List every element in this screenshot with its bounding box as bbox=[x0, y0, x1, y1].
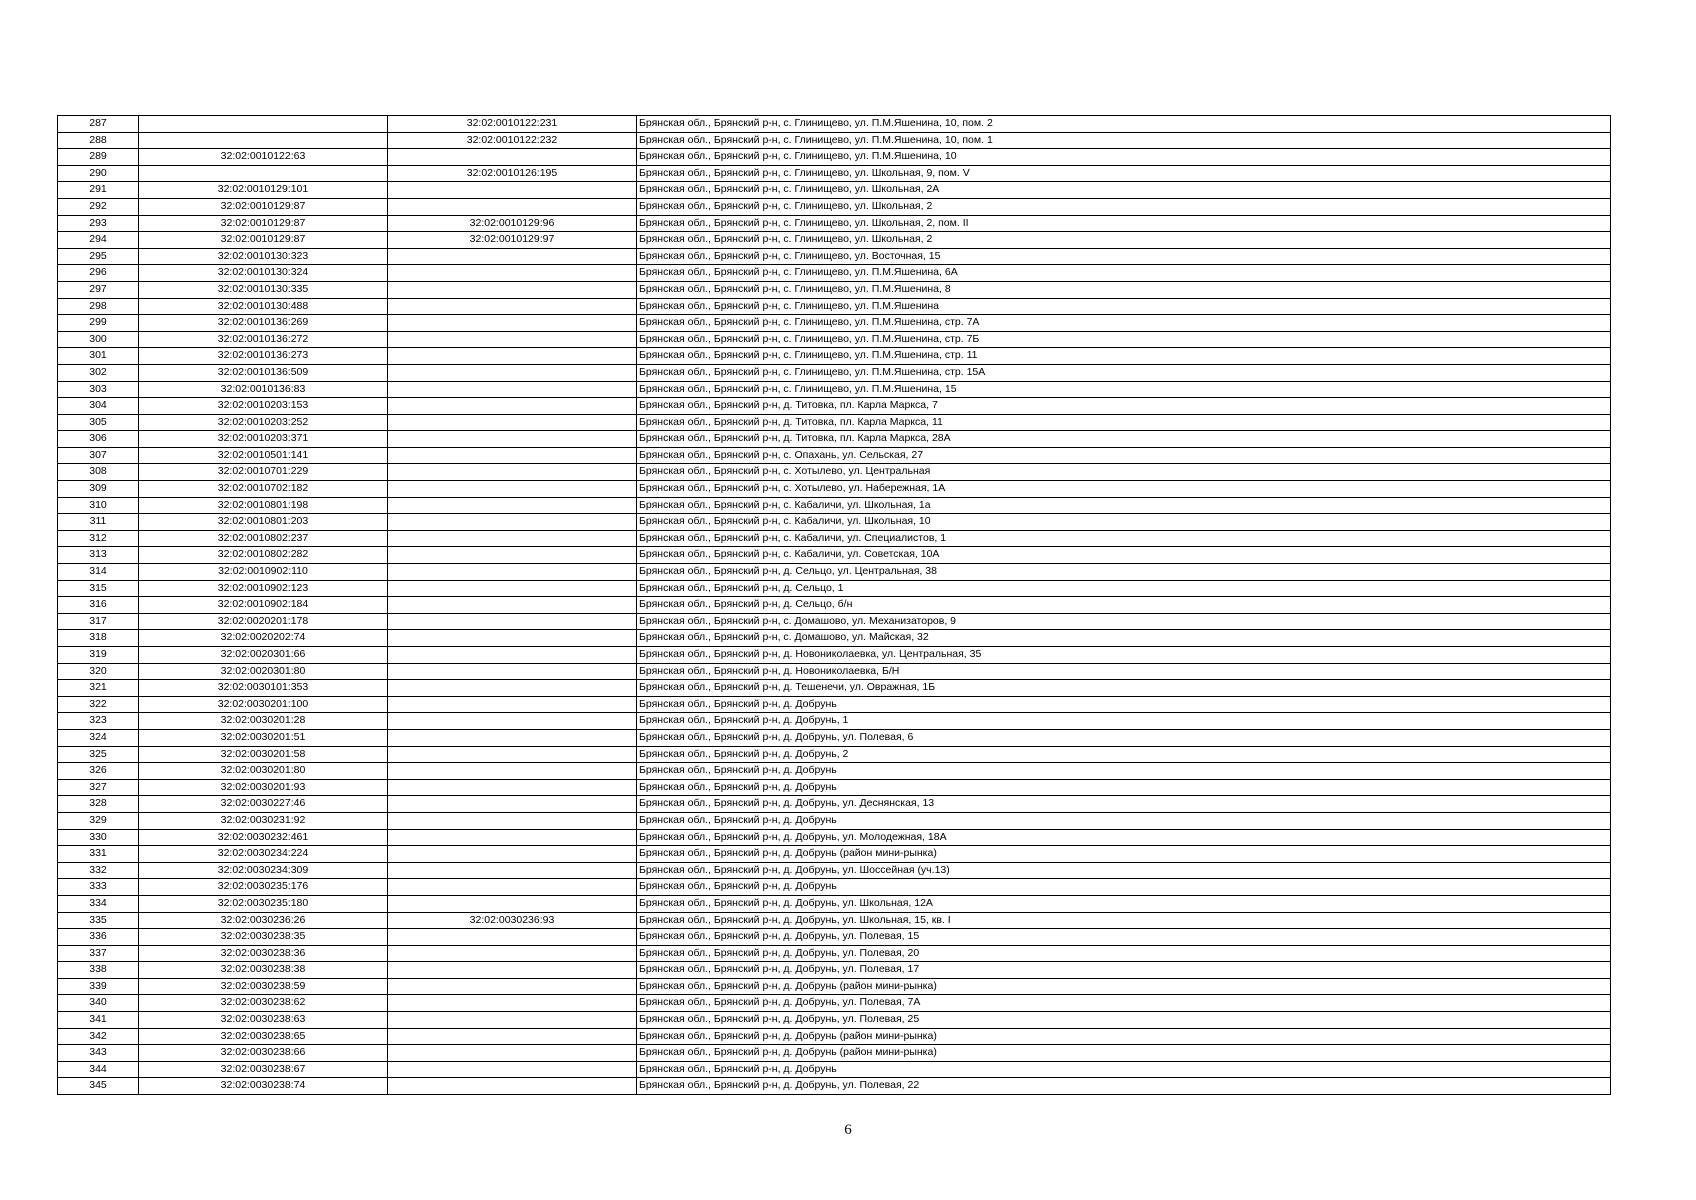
premises-cadastral-number-cell bbox=[388, 879, 637, 896]
address-cell: Брянская обл., Брянский р-н, д. Титовка, пл. Карла Маркса, 28А bbox=[637, 431, 1611, 448]
cadastral-number-cell: 32:02:0010130:488 bbox=[139, 298, 388, 315]
premises-cadastral-number-cell bbox=[388, 846, 637, 863]
cadastral-number-cell: 32:02:0010501:141 bbox=[139, 447, 388, 464]
cadastral-number-cell: 32:02:0010129:87 bbox=[139, 232, 388, 249]
address-cell: Брянская обл., Брянский р-н, с. Глинищево, ул. Школьная, 2 bbox=[637, 198, 1611, 215]
address-cell: Брянская обл., Брянский р-н, с. Кабаличи, ул. Школьная, 1а bbox=[637, 497, 1611, 514]
premises-cadastral-number-cell bbox=[388, 713, 637, 730]
row-number-cell: 334 bbox=[58, 895, 139, 912]
table-row bbox=[58, 846, 1611, 863]
row-number-cell: 306 bbox=[58, 431, 139, 448]
table-row bbox=[58, 879, 1611, 896]
table-row bbox=[58, 414, 1611, 431]
row-number-cell: 304 bbox=[58, 398, 139, 415]
table-row bbox=[58, 248, 1611, 265]
cadastral-number-cell: 32:02:0030201:51 bbox=[139, 729, 388, 746]
row-number-cell: 319 bbox=[58, 647, 139, 664]
premises-cadastral-number-cell bbox=[388, 431, 637, 448]
premises-cadastral-number-cell: 32:02:0010126:195 bbox=[388, 165, 637, 182]
table-row bbox=[58, 862, 1611, 879]
row-number-cell: 287 bbox=[58, 116, 139, 133]
address-cell: Брянская обл., Брянский р-н, с. Глинищево, ул. Школьная, 2А bbox=[637, 182, 1611, 199]
premises-cadastral-number-cell bbox=[388, 580, 637, 597]
premises-cadastral-number-cell bbox=[388, 995, 637, 1012]
row-number-cell: 310 bbox=[58, 497, 139, 514]
premises-cadastral-number-cell bbox=[388, 597, 637, 614]
cadastral-number-cell: 32:02:0010130:335 bbox=[139, 281, 388, 298]
premises-cadastral-number-cell bbox=[388, 381, 637, 398]
cadastral-number-cell: 32:02:0030101:353 bbox=[139, 680, 388, 697]
premises-cadastral-number-cell bbox=[388, 398, 637, 415]
row-number-cell: 305 bbox=[58, 414, 139, 431]
table-row bbox=[58, 613, 1611, 630]
row-number-cell: 335 bbox=[58, 912, 139, 929]
premises-cadastral-number-cell bbox=[388, 315, 637, 332]
cadastral-number-cell: 32:02:0020301:66 bbox=[139, 647, 388, 664]
row-number-cell: 294 bbox=[58, 232, 139, 249]
table-row bbox=[58, 746, 1611, 763]
address-cell: Брянская обл., Брянский р-н, с. Опахань, ул. Сельская, 27 bbox=[637, 447, 1611, 464]
address-cell: Брянская обл., Брянский р-н, с. Глинищево, ул. Школьная, 2 bbox=[637, 232, 1611, 249]
table-row bbox=[58, 1061, 1611, 1078]
premises-cadastral-number-cell bbox=[388, 447, 637, 464]
row-number-cell: 328 bbox=[58, 796, 139, 813]
cadastral-number-cell: 32:02:0010801:203 bbox=[139, 514, 388, 531]
premises-cadastral-number-cell bbox=[388, 945, 637, 962]
address-cell: Брянская обл., Брянский р-н, д. Добрунь (район мини-рынка) bbox=[637, 846, 1611, 863]
table-row bbox=[58, 1028, 1611, 1045]
address-cell: Брянская обл., Брянский р-н, д. Добрунь, 2 bbox=[637, 746, 1611, 763]
address-cell: Брянская обл., Брянский р-н, д. Новониколаевка, ул. Центральная, 35 bbox=[637, 647, 1611, 664]
address-cell: Брянская обл., Брянский р-н, д. Титовка, пл. Карла Маркса, 11 bbox=[637, 414, 1611, 431]
cadastral-number-cell: 32:02:0010801:198 bbox=[139, 497, 388, 514]
premises-cadastral-number-cell bbox=[388, 348, 637, 365]
cadastral-number-cell: 32:02:0010203:153 bbox=[139, 398, 388, 415]
table-row bbox=[58, 331, 1611, 348]
premises-cadastral-number-cell bbox=[388, 497, 637, 514]
address-cell: Брянская обл., Брянский р-н, д. Сельцо, б/н bbox=[637, 597, 1611, 614]
address-cell: Брянская обл., Брянский р-н, с. Домашово, ул. Механизаторов, 9 bbox=[637, 613, 1611, 630]
table-row bbox=[58, 962, 1611, 979]
table-row bbox=[58, 812, 1611, 829]
premises-cadastral-number-cell bbox=[388, 464, 637, 481]
cadastral-number-cell: 32:02:0020301:80 bbox=[139, 663, 388, 680]
row-number-cell: 302 bbox=[58, 364, 139, 381]
row-number-cell: 312 bbox=[58, 530, 139, 547]
cadastral-number-cell: 32:02:0010136:273 bbox=[139, 348, 388, 365]
row-number-cell: 345 bbox=[58, 1078, 139, 1095]
table-row bbox=[58, 364, 1611, 381]
cadastral-number-cell: 32:02:0030235:180 bbox=[139, 895, 388, 912]
address-cell: Брянская обл., Брянский р-н, с. Глинищево, ул. П.М.Яшенина, 10 bbox=[637, 149, 1611, 166]
table-row bbox=[58, 447, 1611, 464]
cadastral-number-cell: 32:02:0030201:80 bbox=[139, 763, 388, 780]
table-row bbox=[58, 547, 1611, 564]
premises-cadastral-number-cell: 32:02:0010129:96 bbox=[388, 215, 637, 232]
premises-cadastral-number-cell bbox=[388, 630, 637, 647]
table-row bbox=[58, 929, 1611, 946]
row-number-cell: 309 bbox=[58, 481, 139, 498]
address-cell: Брянская обл., Брянский р-н, д. Добрунь bbox=[637, 812, 1611, 829]
table-row bbox=[58, 597, 1611, 614]
address-cell: Брянская обл., Брянский р-н, д. Добрунь (район мини-рынка) bbox=[637, 978, 1611, 995]
table-row bbox=[58, 630, 1611, 647]
premises-cadastral-number-cell bbox=[388, 895, 637, 912]
table-row bbox=[58, 647, 1611, 664]
table-row bbox=[58, 1045, 1611, 1062]
premises-cadastral-number-cell bbox=[388, 1045, 637, 1062]
row-number-cell: 320 bbox=[58, 663, 139, 680]
cadastral-number-cell: 32:02:0030238:65 bbox=[139, 1028, 388, 1045]
premises-cadastral-number-cell bbox=[388, 729, 637, 746]
address-cell: Брянская обл., Брянский р-н, д. Добрунь, ул. Полевая, 20 bbox=[637, 945, 1611, 962]
address-cell: Брянская обл., Брянский р-н, с. Глинищево, ул. П.М.Яшенина, стр. 7Б bbox=[637, 331, 1611, 348]
table-row bbox=[58, 564, 1611, 581]
address-cell: Брянская обл., Брянский р-н, д. Добрунь (район мини-рынка) bbox=[637, 1028, 1611, 1045]
premises-cadastral-number-cell bbox=[388, 663, 637, 680]
address-cell: Брянская обл., Брянский р-н, д. Добрунь, ул. Полевая, 22 bbox=[637, 1078, 1611, 1095]
cadastral-number-cell: 32:02:0030238:66 bbox=[139, 1045, 388, 1062]
row-number-cell: 333 bbox=[58, 879, 139, 896]
premises-cadastral-number-cell bbox=[388, 564, 637, 581]
table-row bbox=[58, 281, 1611, 298]
premises-cadastral-number-cell: 32:02:0010122:231 bbox=[388, 116, 637, 133]
row-number-cell: 325 bbox=[58, 746, 139, 763]
table-row bbox=[58, 530, 1611, 547]
premises-cadastral-number-cell: 32:02:0010129:97 bbox=[388, 232, 637, 249]
table-row bbox=[58, 265, 1611, 282]
row-number-cell: 290 bbox=[58, 165, 139, 182]
row-number-cell: 344 bbox=[58, 1061, 139, 1078]
premises-cadastral-number-cell: 32:02:0030236:93 bbox=[388, 912, 637, 929]
row-number-cell: 291 bbox=[58, 182, 139, 199]
row-number-cell: 298 bbox=[58, 298, 139, 315]
row-number-cell: 313 bbox=[58, 547, 139, 564]
premises-cadastral-number-cell bbox=[388, 680, 637, 697]
address-cell: Брянская обл., Брянский р-н, д. Добрунь, ул. Полевая, 7А bbox=[637, 995, 1611, 1012]
address-cell: Брянская обл., Брянский р-н, с. Глинищево, ул. Школьная, 9, пом. V bbox=[637, 165, 1611, 182]
premises-cadastral-number-cell bbox=[388, 647, 637, 664]
cadastral-number-cell: 32:02:0030234:309 bbox=[139, 862, 388, 879]
premises-cadastral-number-cell bbox=[388, 929, 637, 946]
property-table-body bbox=[58, 116, 1611, 1095]
row-number-cell: 295 bbox=[58, 248, 139, 265]
cadastral-number-cell: 32:02:0010129:87 bbox=[139, 198, 388, 215]
cadastral-number-cell bbox=[139, 116, 388, 133]
address-cell: Брянская обл., Брянский р-н, с. Глинищево, ул. П.М.Яшенина bbox=[637, 298, 1611, 315]
table-row bbox=[58, 464, 1611, 481]
table-row bbox=[58, 796, 1611, 813]
table-row bbox=[58, 116, 1611, 133]
cadastral-number-cell: 32:02:0010702:182 bbox=[139, 481, 388, 498]
cadastral-number-cell: 32:02:0010129:101 bbox=[139, 182, 388, 199]
table-row bbox=[58, 779, 1611, 796]
row-number-cell: 342 bbox=[58, 1028, 139, 1045]
cadastral-number-cell: 32:02:0030238:38 bbox=[139, 962, 388, 979]
cadastral-number-cell: 32:02:0030232:461 bbox=[139, 829, 388, 846]
cadastral-number-cell: 32:02:0020201:178 bbox=[139, 613, 388, 630]
row-number-cell: 316 bbox=[58, 597, 139, 614]
premises-cadastral-number-cell bbox=[388, 364, 637, 381]
table-row bbox=[58, 298, 1611, 315]
cadastral-number-cell: 32:02:0030227:46 bbox=[139, 796, 388, 813]
premises-cadastral-number-cell bbox=[388, 696, 637, 713]
row-number-cell: 300 bbox=[58, 331, 139, 348]
table-row bbox=[58, 198, 1611, 215]
address-cell: Брянская обл., Брянский р-н, д. Добрунь, ул. Полевая, 6 bbox=[637, 729, 1611, 746]
table-row bbox=[58, 481, 1611, 498]
cadastral-number-cell: 32:02:0010203:371 bbox=[139, 431, 388, 448]
table-row bbox=[58, 912, 1611, 929]
premises-cadastral-number-cell bbox=[388, 1012, 637, 1029]
cadastral-number-cell: 32:02:0010136:509 bbox=[139, 364, 388, 381]
address-cell: Брянская обл., Брянский р-н, д. Добрунь, ул. Шоссейная (уч.13) bbox=[637, 862, 1611, 879]
cadastral-number-cell: 32:02:0010130:324 bbox=[139, 265, 388, 282]
table-row bbox=[58, 315, 1611, 332]
table-row bbox=[58, 580, 1611, 597]
address-cell: Брянская обл., Брянский р-н, д. Добрунь, 1 bbox=[637, 713, 1611, 730]
cadastral-number-cell bbox=[139, 132, 388, 149]
row-number-cell: 330 bbox=[58, 829, 139, 846]
cadastral-number-cell: 32:02:0010802:282 bbox=[139, 547, 388, 564]
row-number-cell: 324 bbox=[58, 729, 139, 746]
premises-cadastral-number-cell bbox=[388, 547, 637, 564]
address-cell: Брянская обл., Брянский р-н, с. Домашово, ул. Майская, 32 bbox=[637, 630, 1611, 647]
row-number-cell: 338 bbox=[58, 962, 139, 979]
premises-cadastral-number-cell bbox=[388, 978, 637, 995]
premises-cadastral-number-cell bbox=[388, 331, 637, 348]
premises-cadastral-number-cell bbox=[388, 829, 637, 846]
cadastral-number-cell: 32:02:0010902:184 bbox=[139, 597, 388, 614]
table-row bbox=[58, 763, 1611, 780]
address-cell: Брянская обл., Брянский р-н, д. Добрунь, ул. Полевая, 17 bbox=[637, 962, 1611, 979]
address-cell: Брянская обл., Брянский р-н, д. Добрунь bbox=[637, 879, 1611, 896]
table-row bbox=[58, 182, 1611, 199]
address-cell: Брянская обл., Брянский р-н, с. Кабаличи, ул. Школьная, 10 bbox=[637, 514, 1611, 531]
table-row bbox=[58, 149, 1611, 166]
table-row bbox=[58, 381, 1611, 398]
cadastral-number-cell: 32:02:0010902:110 bbox=[139, 564, 388, 581]
address-cell: Брянская обл., Брянский р-н, д. Добрунь, ул. Полевая, 25 bbox=[637, 1012, 1611, 1029]
premises-cadastral-number-cell bbox=[388, 779, 637, 796]
address-cell: Брянская обл., Брянский р-н, д. Тешенечи, ул. Овражная, 1Б bbox=[637, 680, 1611, 697]
row-number-cell: 315 bbox=[58, 580, 139, 597]
cadastral-number-cell: 32:02:0010203:252 bbox=[139, 414, 388, 431]
table-row bbox=[58, 1012, 1611, 1029]
address-cell: Брянская обл., Брянский р-н, д. Сельцо, 1 bbox=[637, 580, 1611, 597]
table-row bbox=[58, 132, 1611, 149]
premises-cadastral-number-cell bbox=[388, 613, 637, 630]
table-row bbox=[58, 348, 1611, 365]
table-row bbox=[58, 232, 1611, 249]
premises-cadastral-number-cell bbox=[388, 481, 637, 498]
row-number-cell: 292 bbox=[58, 198, 139, 215]
property-table bbox=[57, 115, 1611, 1095]
address-cell: Брянская обл., Брянский р-н, с. Глинищево, ул. П.М.Яшенина, 8 bbox=[637, 281, 1611, 298]
cadastral-number-cell: 32:02:0030235:176 bbox=[139, 879, 388, 896]
row-number-cell: 343 bbox=[58, 1045, 139, 1062]
table-row bbox=[58, 713, 1611, 730]
premises-cadastral-number-cell bbox=[388, 862, 637, 879]
cadastral-number-cell: 32:02:0030236:26 bbox=[139, 912, 388, 929]
cadastral-number-cell: 32:02:0030201:58 bbox=[139, 746, 388, 763]
table-row bbox=[58, 895, 1611, 912]
premises-cadastral-number-cell bbox=[388, 530, 637, 547]
premises-cadastral-number-cell bbox=[388, 514, 637, 531]
cadastral-number-cell: 32:02:0030231:92 bbox=[139, 812, 388, 829]
premises-cadastral-number-cell bbox=[388, 796, 637, 813]
cadastral-number-cell: 32:02:0010701:229 bbox=[139, 464, 388, 481]
table-row bbox=[58, 165, 1611, 182]
premises-cadastral-number-cell bbox=[388, 149, 637, 166]
table-row bbox=[58, 680, 1611, 697]
cadastral-number-cell: 32:02:0010122:63 bbox=[139, 149, 388, 166]
cadastral-number-cell: 32:02:0030238:36 bbox=[139, 945, 388, 962]
row-number-cell: 299 bbox=[58, 315, 139, 332]
address-cell: Брянская обл., Брянский р-н, с. Хотылево, ул. Центральная bbox=[637, 464, 1611, 481]
address-cell: Брянская обл., Брянский р-н, с. Глинищево, ул. П.М.Яшенина, стр. 11 bbox=[637, 348, 1611, 365]
cadastral-number-cell: 32:02:0030238:63 bbox=[139, 1012, 388, 1029]
address-cell: Брянская обл., Брянский р-н, д. Новониколаевка, Б/Н bbox=[637, 663, 1611, 680]
row-number-cell: 318 bbox=[58, 630, 139, 647]
row-number-cell: 301 bbox=[58, 348, 139, 365]
row-number-cell: 331 bbox=[58, 846, 139, 863]
premises-cadastral-number-cell bbox=[388, 265, 637, 282]
row-number-cell: 297 bbox=[58, 281, 139, 298]
row-number-cell: 288 bbox=[58, 132, 139, 149]
cadastral-number-cell: 32:02:0010129:87 bbox=[139, 215, 388, 232]
address-cell: Брянская обл., Брянский р-н, с. Глинищево, ул. П.М.Яшенина, 10, пом. 1 bbox=[637, 132, 1611, 149]
row-number-cell: 308 bbox=[58, 464, 139, 481]
premises-cadastral-number-cell bbox=[388, 248, 637, 265]
address-cell: Брянская обл., Брянский р-н, д. Добрунь (район мини-рынка) bbox=[637, 1045, 1611, 1062]
cadastral-number-cell: 32:02:0010136:272 bbox=[139, 331, 388, 348]
address-cell: Брянская обл., Брянский р-н, с. Глинищево, ул. П.М.Яшенина, 6А bbox=[637, 265, 1611, 282]
page-number: 6 bbox=[844, 1122, 852, 1138]
table-row bbox=[58, 398, 1611, 415]
row-number-cell: 341 bbox=[58, 1012, 139, 1029]
row-number-cell: 322 bbox=[58, 696, 139, 713]
address-cell: Брянская обл., Брянский р-н, д. Добрунь, ул. Полевая, 15 bbox=[637, 929, 1611, 946]
row-number-cell: 317 bbox=[58, 613, 139, 630]
row-number-cell: 326 bbox=[58, 763, 139, 780]
table-row bbox=[58, 215, 1611, 232]
row-number-cell: 303 bbox=[58, 381, 139, 398]
address-cell: Брянская обл., Брянский р-н, с. Хотылево, ул. Набережная, 1А bbox=[637, 481, 1611, 498]
premises-cadastral-number-cell bbox=[388, 298, 637, 315]
address-cell: Брянская обл., Брянский р-н, с. Глинищево, ул. Восточная, 15 bbox=[637, 248, 1611, 265]
cadastral-number-cell: 32:02:0030234:224 bbox=[139, 846, 388, 863]
cadastral-number-cell: 32:02:0010130:323 bbox=[139, 248, 388, 265]
premises-cadastral-number-cell bbox=[388, 763, 637, 780]
cadastral-number-cell: 32:02:0030201:93 bbox=[139, 779, 388, 796]
row-number-cell: 327 bbox=[58, 779, 139, 796]
row-number-cell: 336 bbox=[58, 929, 139, 946]
row-number-cell: 332 bbox=[58, 862, 139, 879]
row-number-cell: 323 bbox=[58, 713, 139, 730]
cadastral-number-cell: 32:02:0010902:123 bbox=[139, 580, 388, 597]
row-number-cell: 296 bbox=[58, 265, 139, 282]
address-cell: Брянская обл., Брянский р-н, с. Глинищево, ул. П.М.Яшенина, стр. 15А bbox=[637, 364, 1611, 381]
address-cell: Брянская обл., Брянский р-н, д. Добрунь bbox=[637, 763, 1611, 780]
cadastral-number-cell: 32:02:0030201:100 bbox=[139, 696, 388, 713]
cadastral-number-cell: 32:02:0010802:237 bbox=[139, 530, 388, 547]
table-row bbox=[58, 1078, 1611, 1095]
cadastral-number-cell: 32:02:0010136:269 bbox=[139, 315, 388, 332]
row-number-cell: 314 bbox=[58, 564, 139, 581]
row-number-cell: 340 bbox=[58, 995, 139, 1012]
table-row bbox=[58, 729, 1611, 746]
address-cell: Брянская обл., Брянский р-н, д. Добрунь bbox=[637, 696, 1611, 713]
address-cell: Брянская обл., Брянский р-н, д. Добрунь, ул. Школьная, 12А bbox=[637, 895, 1611, 912]
address-cell: Брянская обл., Брянский р-н, д. Добрунь bbox=[637, 779, 1611, 796]
cadastral-number-cell: 32:02:0030238:67 bbox=[139, 1061, 388, 1078]
premises-cadastral-number-cell bbox=[388, 198, 637, 215]
row-number-cell: 307 bbox=[58, 447, 139, 464]
premises-cadastral-number-cell bbox=[388, 182, 637, 199]
cadastral-number-cell: 32:02:0030201:28 bbox=[139, 713, 388, 730]
row-number-cell: 337 bbox=[58, 945, 139, 962]
premises-cadastral-number-cell bbox=[388, 1061, 637, 1078]
premises-cadastral-number-cell bbox=[388, 281, 637, 298]
premises-cadastral-number-cell bbox=[388, 1028, 637, 1045]
premises-cadastral-number-cell bbox=[388, 414, 637, 431]
table-row bbox=[58, 514, 1611, 531]
row-number-cell: 293 bbox=[58, 215, 139, 232]
premises-cadastral-number-cell bbox=[388, 746, 637, 763]
address-cell: Брянская обл., Брянский р-н, с. Кабаличи, ул. Специалистов, 1 bbox=[637, 530, 1611, 547]
table-row bbox=[58, 431, 1611, 448]
premises-cadastral-number-cell bbox=[388, 812, 637, 829]
table-row bbox=[58, 497, 1611, 514]
address-cell: Брянская обл., Брянский р-н, с. Глинищево, ул. П.М.Яшенина, 10, пом. 2 bbox=[637, 116, 1611, 133]
row-number-cell: 339 bbox=[58, 978, 139, 995]
table-row bbox=[58, 696, 1611, 713]
address-cell: Брянская обл., Брянский р-н, с. Глинищево, ул. П.М.Яшенина, стр. 7А bbox=[637, 315, 1611, 332]
cadastral-number-cell: 32:02:0030238:35 bbox=[139, 929, 388, 946]
address-cell: Брянская обл., Брянский р-н, д. Сельцо, ул. Центральная, 38 bbox=[637, 564, 1611, 581]
table-row bbox=[58, 663, 1611, 680]
address-cell: Брянская обл., Брянский р-н, д. Титовка, пл. Карла Маркса, 7 bbox=[637, 398, 1611, 415]
premises-cadastral-number-cell bbox=[388, 1078, 637, 1095]
row-number-cell: 289 bbox=[58, 149, 139, 166]
table-row bbox=[58, 829, 1611, 846]
address-cell: Брянская обл., Брянский р-н, с. Глинищево, ул. П.М.Яшенина, 15 bbox=[637, 381, 1611, 398]
cadastral-number-cell: 32:02:0010136:83 bbox=[139, 381, 388, 398]
address-cell: Брянская обл., Брянский р-н, с. Глинищево, ул. Школьная, 2, пом. II bbox=[637, 215, 1611, 232]
cadastral-number-cell: 32:02:0030238:59 bbox=[139, 978, 388, 995]
cadastral-number-cell: 32:02:0030238:74 bbox=[139, 1078, 388, 1095]
address-cell: Брянская обл., Брянский р-н, д. Добрунь, ул. Деснянская, 13 bbox=[637, 796, 1611, 813]
row-number-cell: 321 bbox=[58, 680, 139, 697]
row-number-cell: 311 bbox=[58, 514, 139, 531]
address-cell: Брянская обл., Брянский р-н, д. Добрунь, ул. Школьная, 15, кв. I bbox=[637, 912, 1611, 929]
table-row bbox=[58, 945, 1611, 962]
address-cell: Брянская обл., Брянский р-н, д. Добрунь bbox=[637, 1061, 1611, 1078]
cadastral-number-cell: 32:02:0030238:62 bbox=[139, 995, 388, 1012]
address-cell: Брянская обл., Брянский р-н, д. Добрунь, ул. Молодежная, 18А bbox=[637, 829, 1611, 846]
address-cell: Брянская обл., Брянский р-н, с. Кабаличи, ул. Советская, 10А bbox=[637, 547, 1611, 564]
table-row bbox=[58, 978, 1611, 995]
cadastral-number-cell bbox=[139, 165, 388, 182]
premises-cadastral-number-cell bbox=[388, 962, 637, 979]
row-number-cell: 329 bbox=[58, 812, 139, 829]
cadastral-number-cell: 32:02:0020202:74 bbox=[139, 630, 388, 647]
premises-cadastral-number-cell: 32:02:0010122:232 bbox=[388, 132, 637, 149]
table-row bbox=[58, 995, 1611, 1012]
